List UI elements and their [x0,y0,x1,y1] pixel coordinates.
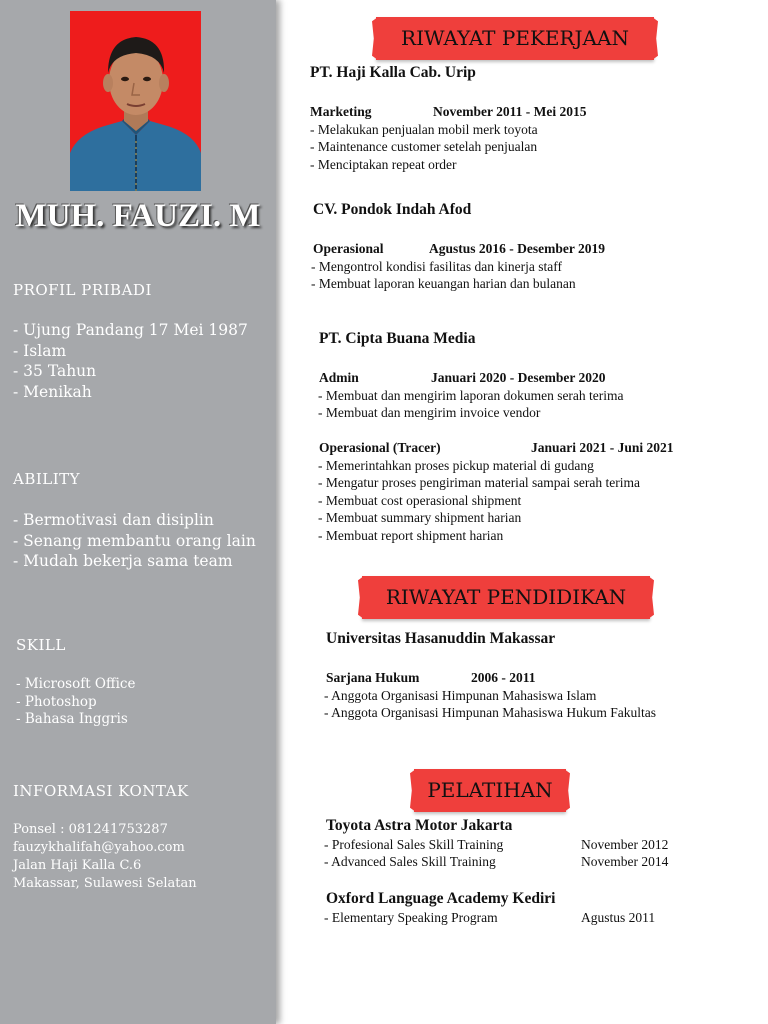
list-item: - Mengatur proses pengiriman material sampai serah terima [318,475,641,491]
list-item: - Bahasa Inggris [16,711,128,727]
job-role [319,440,674,456]
list-item: - Photoshop [16,693,97,710]
course-date: Agustus 2011 [581,910,656,925]
degree-period: 2006 - 2011 [471,670,536,685]
list-item: - Microsoft Office [16,676,136,692]
role-title: Marketing [310,104,372,119]
job-role [313,241,605,257]
list-item: - Mudah bekerja sama team [13,552,233,570]
list-item: - Ujung Pandang 17 Mei 1987 [13,321,248,339]
list-item: - Membuat summary shipment harian [318,510,522,526]
personal-profile-list [13,320,248,402]
role-title: Operasional (Tracer) [319,440,441,455]
city-address: Makassar, Sulawesi Selatan [13,876,197,891]
list-item: - Islam [13,341,67,360]
role-period: Januari 2021 - Juni 2021 [531,440,674,455]
training-org-name: Toyota Astra Motor Jakarta [326,817,513,834]
school-name: Universitas Hasanuddin Makassar [326,630,556,647]
contact-heading: INFORMASI KONTAK [13,782,189,800]
list-item: - Menciptakan repeat order [310,156,457,172]
main-content [300,0,768,1024]
course-name: - Profesional Sales Skill Training [324,837,504,852]
role-title: Admin [319,370,359,385]
course-name: - Elementary Speaking Program [324,910,498,925]
education-banner: RIWAYAT PENDIDIKAN [362,576,650,619]
list-item: - Maintenance customer setelah penjualan [310,139,538,155]
list-item: - Membuat cost operasional shipment [318,492,522,508]
role-period: Agustus 2016 - Desember 2019 [429,241,605,256]
training-list [324,909,656,926]
degree-title: Sarjana Hukum [326,670,420,685]
degree [326,670,536,686]
job-duties [318,387,624,422]
job-duties [311,258,576,293]
job-duties [318,457,640,544]
list-item: - Anggota Organisasi Himpunan Mahasiswa Islam [324,688,597,703]
training-org-name: Oxford Language Academy Kediri [326,890,556,907]
list-item: - Bermotivasi dan disiplin [13,511,214,529]
list-item: - Anggota Organisasi Himpunan Mahasiswa Hukum Fakultas [324,705,656,721]
course-date: November 2012 [581,837,669,852]
role-period: November 2011 - Mei 2015 [433,104,587,119]
email-address: fauzykhalifah@yahoo.com [13,840,185,855]
list-item: - Memerintahkan proses pickup material di gudang [318,458,594,473]
list-item: - Membuat dan mengirim invoice vendor [318,405,541,421]
list-item: - Menikah [13,382,92,401]
profile-photo [70,11,201,191]
list-item: - 35 Tahun [13,362,97,380]
contact-list [13,821,197,893]
course-name: - Advanced Sales Skill Training [324,854,496,870]
ability-heading: ABILITY [13,470,81,488]
work-history-banner: RIWAYAT PEKERJAAN [376,17,654,60]
personal-profile-heading: PROFIL PRIBADI [13,281,152,299]
list-item: - Membuat report shipment harian [318,527,504,543]
education-activities [324,687,656,722]
list-item: - Senang membantu orang lain [13,531,256,550]
street-address: Jalan Haji Kalla C.6 [13,858,142,873]
job-role [310,104,587,120]
training-list [324,836,669,871]
job-duties [310,121,538,173]
person-portrait-icon [70,11,201,191]
sidebar [0,0,276,1024]
course-date: November 2014 [581,854,669,870]
candidate-name: MUH. FAUZI. M [15,198,261,234]
list-item: - Melakukan penjualan mobil merk toyota [310,122,538,137]
list-item: - Membuat dan mengirim laporan dokumen serah terima [318,388,624,403]
ability-list [13,510,256,572]
role-period: Januari 2020 - Desember 2020 [431,370,606,385]
training-item [324,909,656,926]
training-banner: PELATIHAN [414,769,566,812]
company-name: PT. Haji Kalla Cab. Urip [310,64,476,81]
job-role [319,370,606,386]
list-item: - Membuat laporan keuangan harian dan bulanan [311,276,576,292]
role-title: Operasional [313,241,384,256]
company-name: PT. Cipta Buana Media [319,330,476,347]
list-item: - Mengontrol kondisi fasilitas dan kinerja staff [311,259,562,274]
training-item [324,836,669,853]
training-item [324,853,669,870]
skill-list [16,676,135,729]
phone-number: Ponsel : 081241753287 [13,822,168,837]
skill-heading: SKILL [16,636,66,654]
company-name: CV. Pondok Indah Afod [313,201,472,218]
